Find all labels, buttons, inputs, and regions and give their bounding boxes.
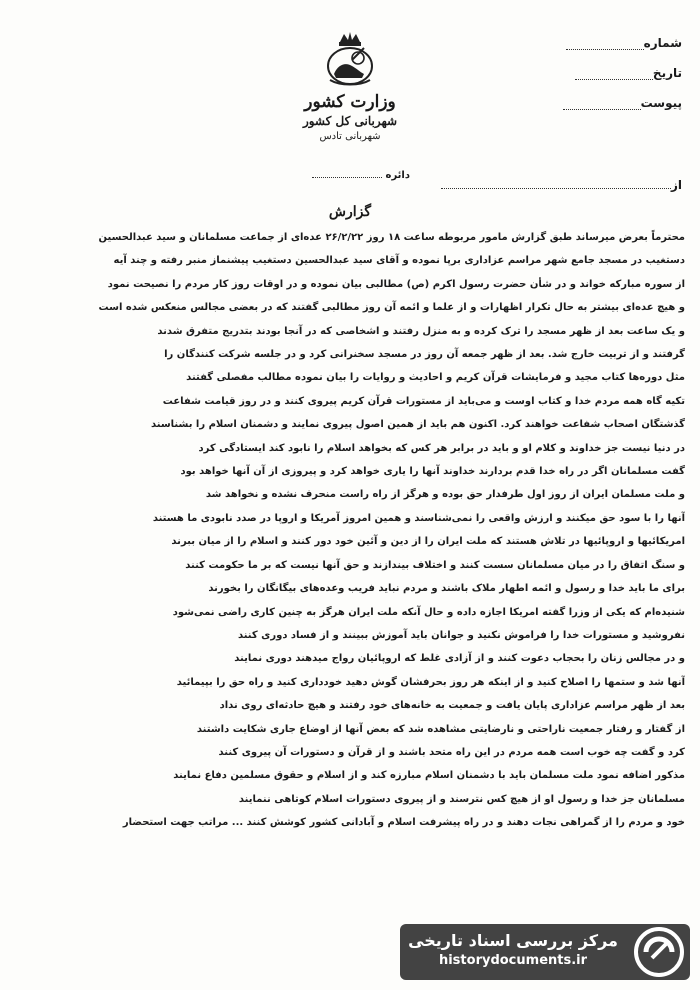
watermark-text [398, 930, 628, 970]
letterhead [280, 92, 420, 144]
body-line: و سنگ اتفاق را در میان مسلمانان سست کنند و اختلاف بیندازند و حق آنها نیست که بر ما حکومت کنند [185, 559, 685, 571]
body-line: دستغیب در مسجد جامع شهر مراسم عزاداری برپا نموده و آقای سید عبدالحسین دستغیب پیشنماز منبر رفته و چند آیه [113, 255, 685, 267]
body-line: بعد از ظهر مراسم عزاداری پایان یافت و جمعیت به خانه‌های خود رفتند و هیچ حادثه‌ای روی نداد [219, 700, 685, 712]
body-line: آنها شد و ستمها را اصلاح کنید و از اینکه هر روز بحرفشان گوش دهید خودداری کنید و راه حق را بپیمائید [176, 676, 685, 688]
body-line: مثل دوره‌ها کتاب مجید و فرمایشات قرآن کریم و احادیث و روایات را بیان نموده مطالب مفصلی گفتند [186, 372, 685, 384]
number-field [542, 36, 682, 50]
body-line: محترماً بعرض میرساند طبق گزارش مامور مربوطه ساعت ۱۸ روز ۲۶/۲/۲۲ عده‌ای از جماعت مسلمانان و سید عبدالحسین [98, 232, 685, 243]
body-line: تکیه گاه همه مردم خدا و کتاب اوست و می‌باید از مستورات قرآن کریم پیروی کنند و در روز قیامت شفاعت [162, 395, 685, 407]
body-line: از سوره مبارکه خواند و در شأن حضرت رسول اکرم (ص) مطالبی بیان نموده و در اوقات روز کار مردم را نصیحت نمود [107, 278, 685, 290]
body-line: و هیچ عده‌ای بیشتر به حال تکرار اظهارات و از علما و ائمه آن روز مطالبی گفتند که در بعضی مجالس منعکس شده است [98, 302, 685, 314]
body-line: در دنیا نیست جز خداوند و کلام او و باید در برابر هر کس که بخواهد اسلام را نابود کند ایستادگی کرد [198, 442, 685, 454]
from-line [441, 188, 671, 189]
body-line: و ملت مسلمان ایران از روز اول طرفدار حق بوده و هرگز از راه راست منحرف نشده و نخواهد شد [205, 489, 685, 501]
city-police-name: شهربانی تادس [319, 131, 381, 142]
from-label: از [670, 178, 682, 192]
body-line: و یک ساعت بعد از ظهر مسجد را ترک کرده و به منزل رفتند و اشخاصی که در آنجا بودند بتدریج متفرق شدند [157, 325, 685, 337]
body-line: گفت مسلمانان اگر در راه خدا قدم بردارند خداوند آنها را یاری خواهد کرد و پیروزی از آن آنها خواهد بود [180, 466, 685, 478]
report-body [30, 226, 685, 835]
body-line: نفروشید و مستورات خدا را فراموش نکنید و جوانان باید آموزش ببینند و از فساد دوری کنند [237, 629, 685, 641]
body-line: از گفتار و رفتار جمعیت ناراحتی و نارضایتی مشاهده شد که بعض آنها از اوضاع جاری شکایت داشتند [196, 723, 685, 735]
body-line: گذشتگان اصحاب شفاعت خواهند کرد. اکنون هم باید از همین اصول پیروی نمایند و دشمنان اسلام را بشناسند [150, 419, 685, 431]
body-line: مذکور اضافه نمود ملت مسلمان باید با دشمنان اسلام مبارزه کند و از اسلام و حقوق مسلمین دفاع نمایند [173, 770, 685, 782]
body-line: امریکائیها و اروپائیها در تلاش هستند که ملت ایران را از دین و آئین خود دور کنند و اسلام را از میان ببرند [171, 536, 685, 548]
department-line [312, 177, 382, 178]
from-field [422, 178, 682, 192]
attachment-label: پیوست [640, 96, 682, 110]
department-field [300, 170, 410, 181]
body-line: کرد و گفت چه خوب است همه مردم در این راه متحد باشند و از قرآن و دستورات آن پیروی کنند [218, 746, 685, 758]
body-line: شنیده‌ام که یکی از وزرا گفته امریکا اجازه داده و حال آنکه ملت ایران هرگز به چنین کاری راضی نمی‌شود [172, 606, 685, 618]
governorate-name: شهربانی کل کشور [302, 114, 398, 128]
attachment-field [542, 96, 682, 110]
archive-watermark [400, 924, 690, 980]
body-line: و در مجالس زنان را بحجاب دعوت کنند و از آزادی غلط که اروپائیان رواج میدهند دوری نمایند [234, 653, 685, 665]
number-label: شماره [643, 36, 682, 50]
attachment-line [563, 109, 641, 110]
watermark-url: historydocuments.ir [438, 953, 588, 968]
body-line: مسلمانان جز خدا و رسول او از هیچ کس نترسند و از پیروی دستورات اسلام کوتاهی ننمایند [238, 793, 685, 805]
date-label: تاریخ [652, 66, 682, 80]
archive-logo-icon [632, 926, 686, 978]
body-line: آنها را با سود حق میکنند و ارزش واقعی را نمی‌شناسند و همین امروز آمریکا و اروپا در صدد نابودی ما هستند [152, 512, 685, 524]
date-line [575, 79, 653, 80]
lion-and-sun-emblem-icon [322, 30, 378, 90]
body-line: برای ما باید خدا و رسول و ائمه اطهار ملاک باشند و مردم نباید فریب وعده‌های بیگانگان را بخورند [208, 583, 685, 595]
body-line: خود و مردم را از گمراهی نجات دهند و در راه پیشرفت اسلام و آبادانی کشور کوشش کنند ... مراتب جهت استحضار [122, 817, 685, 829]
report-title: گزارش [328, 204, 372, 220]
department-label: دائره [385, 170, 410, 181]
watermark-org-name: مرکز بررسی اسناد تاریخی [408, 931, 618, 950]
number-line [566, 49, 644, 50]
body-line: گرفتند و از تربیت خارج شد. بعد از ظهر جمعه آن روز در مسجد سخنرانی کرد و در جلسه شرکت کنندگان را [164, 349, 685, 361]
date-field [542, 66, 682, 80]
ministry-name: وزارت کشور [304, 92, 396, 112]
